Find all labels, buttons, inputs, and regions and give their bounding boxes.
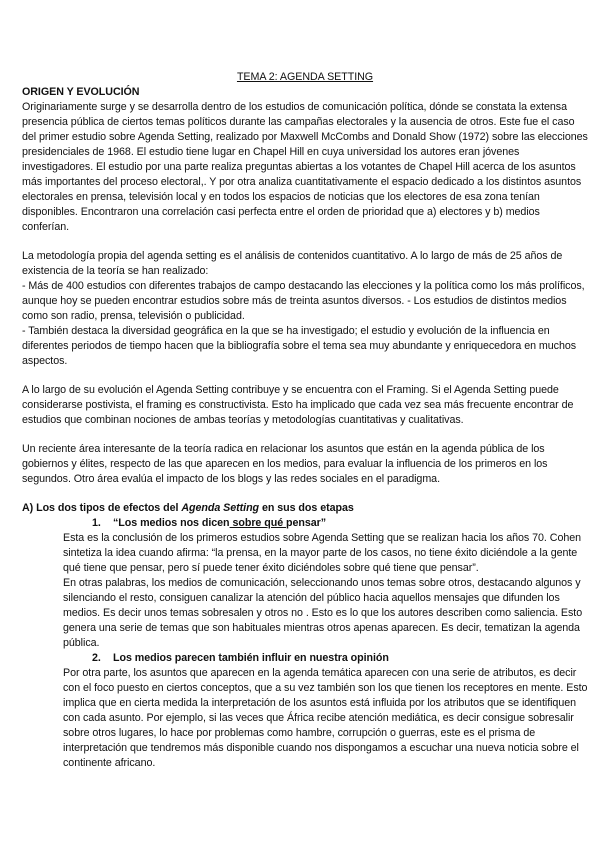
heading-2-number: 2. bbox=[92, 652, 101, 664]
paragraph-salience: En otras palabras, los medios de comunicación, seleccionando unos temas sobre otros, destacando algunos y silenciando el resto, consiguen canalizar la atención del público hacia aquellos mensajes que difunden los medios. Es decir unos temas sobresalen y otros no . Esto es lo que los autores describen como saliencia. Esto genera una serie de temas que son habituales mientras otros apenas aparecen. Es decir, tematizan la agenda pública. bbox=[63, 577, 583, 649]
section-heading-a bbox=[22, 501, 588, 516]
paragraph-gap bbox=[22, 428, 588, 442]
paragraph-attributes: Por otra parte, los asuntos que aparecen en la agenda temática aparecen con una serie de atributos, es decir con el foco puesto en ciertos conceptos, que a su vez también son los que tienen los receptores en mente. Esto implica que en cierta medida la interpretación de los asuntos está influida por los atributos que se identifiquen con cada asunto. Por ejemplo, si las veces que África recibe atención mediática, es decir consigue sobresalir sobre otros lugares, lo hace por problemas como hambre, corrupción o guerras, este es el prisma de interpretación que tendremos más disponible cuando nos dispongamos a escuchar una nueva noticia sobre el continente africano. bbox=[63, 667, 588, 769]
paragraph-gap bbox=[22, 369, 588, 383]
paragraph-methodology: La metodología propia del agenda setting es el análisis de contenidos cuantitativo. A lo largo de más de 25 años de existencia de la teoría se han realizado: bbox=[22, 250, 563, 277]
numbered-heading-2 bbox=[22, 651, 588, 666]
section-a-italic: Agenda Setting bbox=[181, 502, 260, 514]
paragraph-gap bbox=[22, 487, 588, 501]
paragraph-origin: Originariamente surge y se desarrolla dentro de los estudios de comunicación política, dónde se constata la extensa presencia pública de ciertos temas políticos durante las campañas electorales y la ausencia de otros. Este fue el caso del primer estudio sobre Agenda Setting, realizado por Maxwell McCombs and Donald Show (1972) sobre las elecciones presidenciales de 1968. El estudio tiene lugar en Chapel Hill en cuya universidad los autores eran jóvenes investigadores. El estudio por una parte realiza preguntas abiertas a los votantes de Chapel Hill acerca de los asuntos más importantes del proceso electoral,. Y por otra analiza cuantitativamente el espacio dedicado a los distintos asuntos electorales en prensa, televisión local y en todos los espacios de noticias que los electores de esa zona tenían disponibles. Encontraron una correlación casi perfecta entre el orden de prioridad que a) electores y b) medios conferían. bbox=[22, 101, 588, 233]
heading-1-number: 1. bbox=[92, 517, 101, 529]
heading-1-post: pensar” bbox=[286, 517, 327, 529]
section-a-prefix: A) Los dos tipos de efectos del bbox=[22, 502, 182, 514]
heading-2-label: Los medios parecen también influir en nuestra opinión bbox=[113, 652, 389, 664]
paragraph-gap bbox=[22, 235, 588, 249]
paragraph-framing: A lo largo de su evolución el Agenda Setting contribuye y se encuentra con el Framing. Si el Agenda Setting puede considerarse postivista, el framing es constructivista. Esto ha implicado que cada vez sea más frecuente encontrar de estudios que combinan nociones de ambas teorías y metodologías cuantitativas y cualitativas. bbox=[22, 384, 574, 426]
section-a-suffix: en sus dos etapas bbox=[259, 502, 354, 514]
paragraph-recent-area: Un reciente área interesante de la teoría radica en relacionar los asuntos que están en la agenda pública de los gobiernos y élites, respecto de las que aparecen en los medios, para evaluar la influencia de los primeros en los segundos. Otro área evalúa el impacto de los blogs y las redes sociales en el paradigma. bbox=[22, 443, 548, 485]
heading-1-pre: “Los medios nos dicen bbox=[113, 517, 230, 529]
heading-1-underlined: sobre qué bbox=[229, 517, 287, 529]
section-heading-origin: ORIGEN Y EVOLUCIÓN bbox=[22, 86, 140, 98]
numbered-heading-1 bbox=[22, 516, 588, 531]
paragraph-cohen: Esta es la conclusión de los primeros estudios sobre Agenda Setting que se realizan hacia los años 70. Cohen sintetiza la idea cuando afirma: “la prensa, en la mayor parte de los casos, no tiene éxito diciéndole a la gente qué tiene que pensar, pero sí puede tener éxito diciéndoles sobre qué tiene que pensar”. bbox=[63, 532, 582, 574]
document-title: TEMA 2: AGENDA SETTING bbox=[236, 71, 374, 83]
methodology-item-studies: - Más de 400 estudios con diferentes trabajos de campo destacando las elecciones y la política como los más prolíficos, aunque hoy se pueden encontrar estudios sobre más de treinta asuntos diversos. - Los estudios de distintos medios como son radio, prensa, televisión o publicidad. bbox=[22, 280, 585, 322]
methodology-item-geography: - También destaca la diversidad geográfica en la que se ha investigado; el estudio y evolución de la influencia en diferentes periodos de tiempo hacen que la bibliografía sobre el tema sea muy abundante y enriquecedora en muchos aspectos. bbox=[22, 325, 577, 367]
